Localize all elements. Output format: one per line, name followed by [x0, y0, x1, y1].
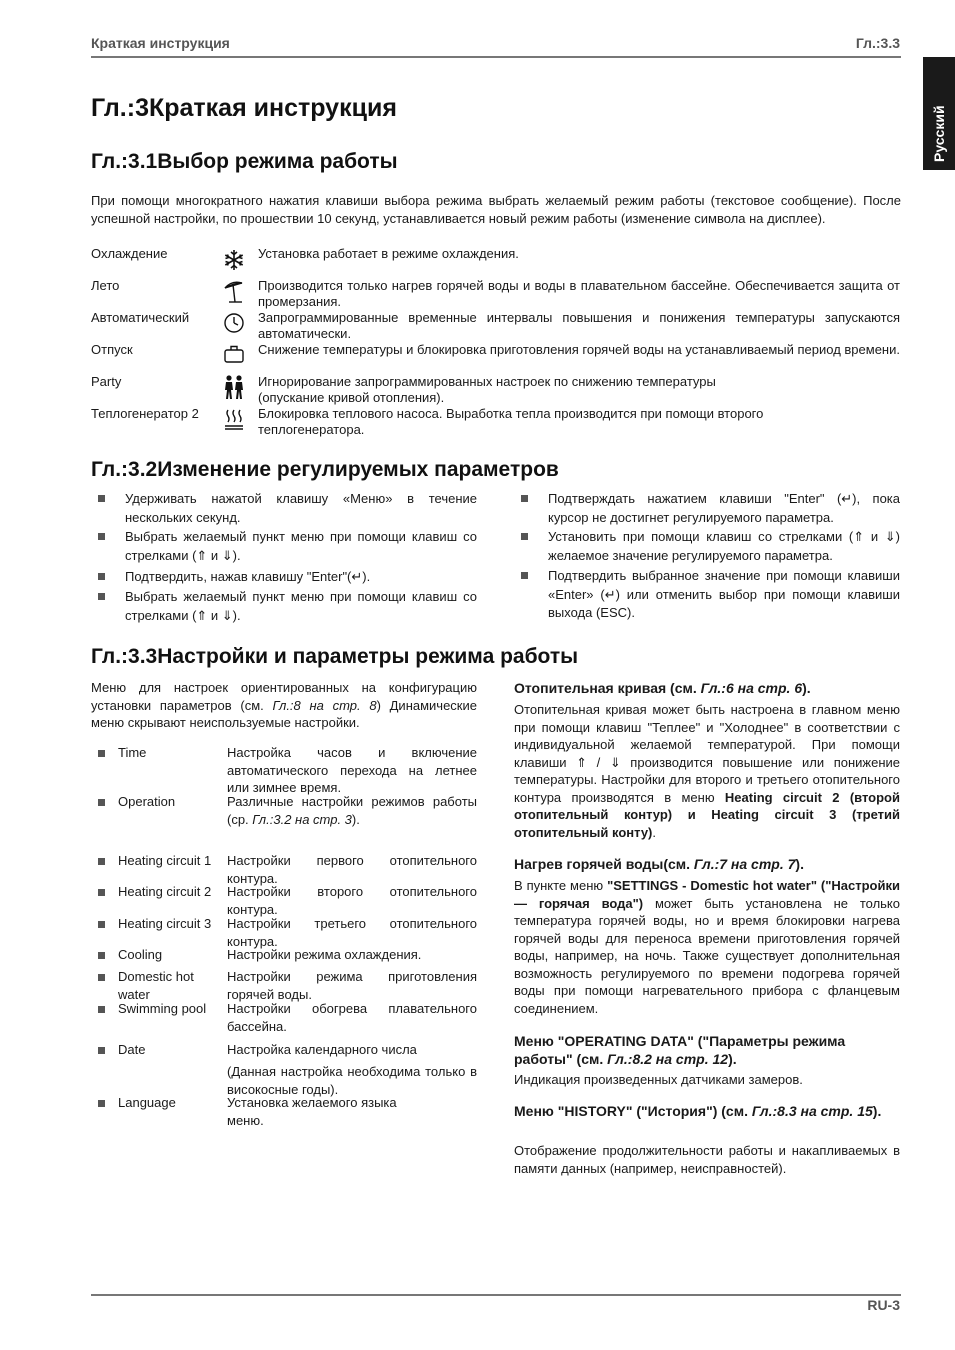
bullet-square: [98, 1100, 105, 1107]
heading-text: ).: [795, 856, 804, 872]
setting-desc-heating-circuit-2: Настройки второго отопительного контура.: [227, 884, 477, 917]
bullet-square: [98, 1006, 105, 1013]
bullet-square: [521, 533, 528, 540]
list-item-text: Установить при помощи клавиш со стрелками (⇑ и ⇓) желаемое значение регулируемого параметра.: [548, 529, 900, 563]
setting-label-language: Language: [118, 1095, 176, 1110]
footer-rule: [91, 1294, 901, 1296]
heading-text: Меню "OPERATING DATA" ("Параметры режима работы" (см.: [514, 1033, 846, 1067]
setting-desc-text: Различные настройки режимов работы (ср.: [227, 794, 477, 827]
list-item-text: Выбрать желаемый пункт меню при помощи клавиш со стрелками (⇑ и ⇓).: [125, 529, 477, 563]
paragraph-text: В пункте меню: [514, 878, 608, 893]
list-item: [521, 567, 900, 623]
list-item: [98, 588, 477, 625]
heading-text: ).: [872, 1103, 882, 1119]
setting-desc-cooling: Настройки режима охлаждения.: [227, 947, 422, 962]
party-people-icon: [222, 374, 246, 398]
bullet-square: [521, 572, 528, 579]
heading-text: ).: [728, 1051, 737, 1067]
setting-desc-date: Настройка календарного числа: [227, 1042, 417, 1057]
bullet-square: [98, 952, 105, 959]
list-item: [98, 568, 477, 587]
mode-desc-vacation: Снижение температуры и блокировка приготовления горячей воды на устанавливаемый период времени.: [258, 342, 900, 357]
bullet-square: [98, 533, 105, 540]
heat-generator-icon: [222, 406, 246, 430]
setting-label-operation: Operation: [118, 794, 176, 809]
cross-reference: Гл.:3.2 на стр. 3: [252, 811, 352, 827]
setting-label-domestic-hot-water: Domestic hot water: [118, 969, 194, 1002]
parasol-icon: [222, 279, 246, 303]
operating-data-text: Индикация произведенных датчиками замеров.: [514, 1072, 803, 1087]
section-3-3-intro: [91, 679, 477, 732]
clock-icon: [222, 311, 246, 335]
language-side-tab-label: Русский: [931, 105, 947, 162]
list-item-text: Выбрать желаемый пункт меню при помощи клавиш со стрелками (⇑ и ⇓).: [125, 589, 477, 623]
section-3-1-intro: При помощи многократного нажатия клавиши выбора режима выбрать желаемый режим работы (текстовое сообщение). После успешной настройки, по прошествии 10 секунд, устанавливается новый режим работы (изменение символа на дисплее).: [91, 193, 901, 226]
section-3-3-title: Гл.:3.3Настройки и параметры режима работы: [91, 645, 579, 668]
intro-text: ) Динамические меню скрывают неиспользуемые настройки.: [91, 697, 477, 730]
heating-curve-text: [514, 701, 900, 841]
mode-desc-summer: Производится только нагрев горячей воды и воды в плавательном бассейне. Обеспечивается защита от промерзания.: [258, 278, 900, 309]
mode-label-summer: Лето: [91, 278, 120, 293]
paragraph-text: и: [672, 807, 712, 822]
paragraph-text: может быть установлена не только температура горячей воды, но и время блокировки нагрева горячей воды для переноса времени приготовления горячей воды, например, на ночь. Также существует дополнительная возможность регулируемого по времени подогрева горячей воды при помощи нагревательного прибора с фланцевым соединением.: [514, 895, 900, 1016]
bullet-square: [98, 495, 105, 502]
bullet-square: [98, 799, 105, 806]
bullet-square: [98, 1047, 105, 1054]
menu-name: Heating circuit 2 (второй отопительный контур): [514, 789, 900, 822]
heading-text: Нагрев горячей воды(см.: [514, 856, 694, 872]
setting-desc-operation: [227, 793, 477, 828]
operating-data-heading: [514, 1032, 900, 1068]
bullet-square: [98, 974, 105, 981]
mode-label-vacation: Отпуск: [91, 342, 133, 357]
setting-desc-domestic-hot-water: Настройки режима приготовления горячей воды.: [227, 969, 477, 1002]
heading-text: Меню "HISTORY" ("История") (см.: [514, 1103, 752, 1119]
menu-name: Heating circuit 3 (третий отопительный конту): [514, 807, 901, 840]
mode-desc-heat-generator-2: Блокировка теплового насоса. Выработка тепла производится при помощи второго теплогенератора.: [258, 406, 764, 437]
bullet-square: [98, 573, 105, 580]
section-3-1-title: Гл.:3.1Выбор режима работы: [91, 150, 398, 173]
setting-desc-heating-circuit-3: Настройки третьего отопительного контура.: [227, 916, 477, 949]
list-item: [521, 528, 900, 565]
setting-desc-language: Установка желаемого языка меню.: [227, 1095, 397, 1128]
setting-desc-time: Настройка часов и включение автоматического перехода на летнее или зимнее время.: [227, 745, 477, 795]
setting-desc-heating-circuit-1: Настройки первого отопительного контура.: [227, 853, 477, 886]
setting-label-heating-circuit-1: Heating circuit 1: [118, 853, 212, 868]
list-item-text: Подтвердить выбранное значение при помощи клавиши «Enter» (↵) или отменить выбор при помощи клавиши выхода (ESC).: [548, 568, 900, 620]
hot-water-heading: [514, 855, 900, 873]
setting-label-cooling: Cooling: [118, 947, 163, 962]
bullet-square: [98, 889, 105, 896]
paragraph-text: .: [652, 824, 657, 840]
list-item-text: Удерживать нажатой клавишу «Меню» в течение нескольких секунд.: [125, 491, 477, 525]
setting-desc-swimming-pool: Настройки обогрева плавательного бассейна.: [227, 1001, 477, 1034]
setting-desc-date-note: (Данная настройка необходима только в високосные годы).: [227, 1064, 477, 1097]
setting-label-heating-circuit-3: Heating circuit 3: [118, 916, 212, 931]
setting-label-heating-circuit-2: Heating circuit 2: [118, 884, 212, 899]
list-item: [98, 490, 477, 527]
setting-label-time: Time: [118, 745, 147, 760]
setting-label-date: Date: [118, 1042, 146, 1057]
mode-desc-party: Игнорирование запрограммированных настроек по снижению температуры (опускание кривой отопления).: [258, 374, 716, 405]
bullet-square: [98, 750, 105, 757]
running-header-title: Краткая инструкция: [91, 35, 230, 51]
heading-text: Отопительная кривая (см.: [514, 680, 701, 696]
history-text: Отображение продолжительности работы и накапливаемых в памяти данных (например, неисправностей).: [514, 1143, 900, 1176]
history-heading: [514, 1102, 900, 1120]
paragraph-text: Отопительная кривая может быть настроена в главном меню при помощи клавиш "Теплее" и "Холоднее" в соответствии с индивидуальной желаемой температурой. При помощи клавиши ⇑ / ⇓ производится повышение или понижение температуры. Настройки для второго и третьего отопительного контура производятся в меню: [514, 702, 900, 805]
header-rule: [91, 56, 901, 58]
language-side-tab: [923, 57, 955, 170]
list-item: [521, 490, 900, 527]
list-item-text: Подтвердить, нажав клавишу "Enter"(↵).: [125, 569, 371, 584]
mode-desc-automatic: Запрограммированные временные интервалы повышения и понижения температуры запускаются автоматически.: [258, 310, 900, 341]
menu-name: "SETTINGS - Domestic hot water" ("Настройки — горячая вода"): [514, 878, 900, 911]
mode-desc-cooling: Установка работает в режиме охлаждения.: [258, 246, 519, 261]
suitcase-icon: [222, 341, 246, 365]
heading-text: ).: [802, 680, 811, 696]
bullet-square: [98, 858, 105, 865]
bullet-square: [98, 593, 105, 600]
list-item-text: Подтверждать нажатием клавиши "Enter" (↵), пока курсор не достигнет регулируемого параметра.: [548, 491, 900, 525]
intro-text: Меню для настроек ориентированных на конфигурацию установки параметров (см.: [91, 680, 477, 713]
setting-desc-text: ).: [351, 811, 360, 827]
snowflake-icon: [222, 248, 246, 272]
cross-reference: Гл.:8 на стр. 8: [272, 697, 377, 713]
section-3-2-title: Гл.:3.2Изменение регулируемых параметров: [91, 458, 559, 481]
hot-water-text: [514, 877, 900, 1017]
cross-reference: Гл.:6 на стр. 6: [700, 680, 803, 696]
page-number: RU-3: [867, 1297, 900, 1313]
mode-label-heat-generator-2: Теплогенератор 2: [91, 406, 199, 421]
cross-reference: Гл.:7 на стр. 7: [693, 856, 796, 872]
running-header-section: Гл.:3.3: [855, 35, 900, 51]
mode-label-automatic: Автоматический: [91, 310, 190, 325]
heating-curve-heading: [514, 679, 900, 697]
cross-reference: Гл.:8.2 на стр. 12: [607, 1051, 729, 1067]
mode-label-cooling: Охлаждение: [91, 246, 168, 261]
list-item: [98, 528, 477, 565]
bullet-square: [98, 921, 105, 928]
cross-reference: Гл.:8.3 на стр. 15: [751, 1103, 873, 1119]
bullet-square: [521, 495, 528, 502]
setting-label-swimming-pool: Swimming pool: [118, 1001, 207, 1016]
chapter-title: Гл.:3Краткая инструкция: [91, 94, 397, 122]
mode-label-party: Party: [91, 374, 122, 389]
